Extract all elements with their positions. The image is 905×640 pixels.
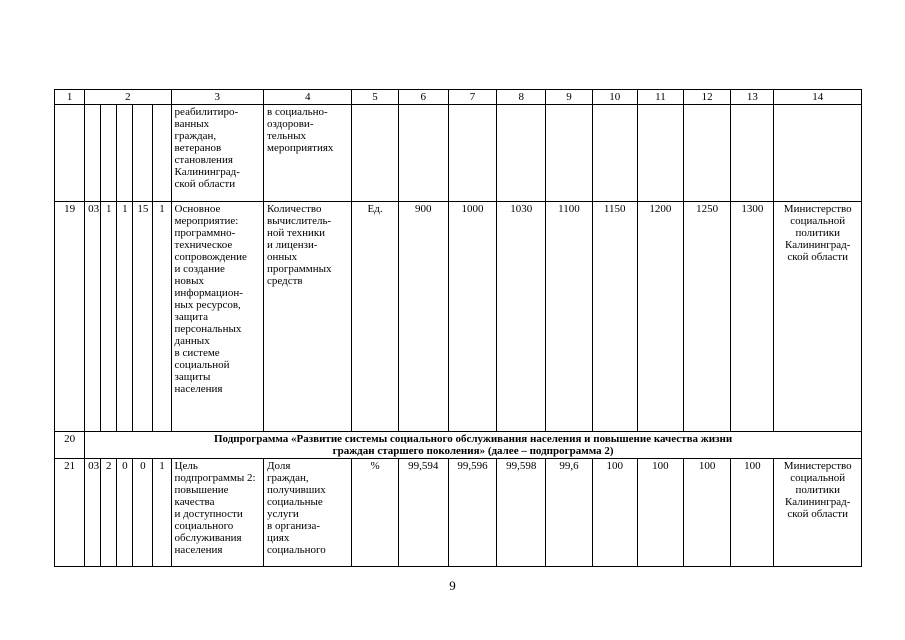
empty-cell — [448, 105, 496, 202]
indicator-name-cell: Количество вычислитель- ной техники и лицензи- онных программных средств — [264, 202, 352, 432]
header-cell: 14 — [774, 90, 862, 105]
value-cell: 100 — [731, 459, 774, 567]
code-cell: 2 — [101, 459, 117, 567]
continuation-indicator-cell: в социально- оздорови- тельных мероприятиях — [264, 105, 352, 202]
empty-cell — [352, 105, 398, 202]
value-cell: 1000 — [448, 202, 496, 432]
value-cell: 1250 — [684, 202, 731, 432]
responsible-cell: Министерство социальной политики Калининград- ской области — [774, 459, 862, 567]
continuation-name-cell: реабилитиро- ванных граждан, ветеранов становления Калининград- ской области — [171, 105, 263, 202]
code-cell: 0 — [117, 459, 133, 567]
header-cell: 12 — [684, 90, 731, 105]
header-cell: 1 — [55, 90, 85, 105]
header-cell: 5 — [352, 90, 398, 105]
row-number: 21 — [55, 459, 85, 567]
header-cell: 9 — [546, 90, 592, 105]
code-cell: 1 — [153, 202, 171, 432]
header-cell: 7 — [448, 90, 496, 105]
value-cell: 900 — [398, 202, 448, 432]
value-cell: 99,594 — [398, 459, 448, 567]
continuation-row — [55, 105, 862, 202]
header-cell: 6 — [398, 90, 448, 105]
empty-cell — [546, 105, 592, 202]
value-cell: 100 — [684, 459, 731, 567]
value-cell: 100 — [637, 459, 683, 567]
empty-cell — [684, 105, 731, 202]
header-cell: 4 — [264, 90, 352, 105]
empty-cell — [117, 105, 133, 202]
table-row-21 — [55, 459, 862, 567]
code-cell: 03 — [85, 202, 101, 432]
code-cell: 1 — [153, 459, 171, 567]
header-row — [55, 90, 862, 105]
value-cell: 1030 — [497, 202, 546, 432]
empty-cell — [637, 105, 683, 202]
empty-cell — [133, 105, 153, 202]
header-cell: 11 — [637, 90, 683, 105]
unit-cell: % — [352, 459, 398, 567]
value-cell: 1300 — [731, 202, 774, 432]
empty-cell — [731, 105, 774, 202]
header-cell: 8 — [497, 90, 546, 105]
goal-name-cell: Цель подпрограммы 2: повышение качества и доступности социального обслуживания населения — [171, 459, 263, 567]
value-cell: 99,596 — [448, 459, 496, 567]
code-cell: 0 — [133, 459, 153, 567]
row-number: 19 — [55, 202, 85, 432]
value-cell: 99,598 — [497, 459, 546, 567]
code-cell: 03 — [85, 459, 101, 567]
subprogram-row — [55, 432, 862, 459]
page-number: 9 — [449, 578, 456, 593]
subprogram-title: Подпрограмма «Развитие системы социального обслуживания населения и повышение качества жизни граждан старшего поколения» (далее – подпрограмма 2) — [85, 432, 862, 459]
row-number: 20 — [55, 432, 85, 459]
empty-cell — [774, 105, 862, 202]
indicators-table — [54, 89, 862, 567]
indicator-name-cell: Доля граждан, получивших социальные услуги в организа- циях социального — [264, 459, 352, 567]
responsible-cell: Министерство социальной политики Калининград- ской области — [774, 202, 862, 432]
header-cell: 13 — [731, 90, 774, 105]
value-cell: 1200 — [637, 202, 683, 432]
empty-cell — [398, 105, 448, 202]
code-cell: 1 — [117, 202, 133, 432]
empty-cell — [101, 105, 117, 202]
table-row-19 — [55, 202, 862, 432]
empty-cell — [592, 105, 637, 202]
header-cell: 3 — [171, 90, 263, 105]
code-cell: 15 — [133, 202, 153, 432]
empty-cell — [497, 105, 546, 202]
value-cell: 1150 — [592, 202, 637, 432]
header-cell: 2 — [85, 90, 171, 105]
empty-cell — [55, 105, 85, 202]
activity-name-cell: Основное мероприятие: программно- техническое сопровождение и создание новых информацион- ных ресурсов, защита персональных данных в системе социальной защиты населения — [171, 202, 263, 432]
value-cell: 99,6 — [546, 459, 592, 567]
empty-cell — [85, 105, 101, 202]
code-cell: 1 — [101, 202, 117, 432]
header-cell: 10 — [592, 90, 637, 105]
value-cell: 100 — [592, 459, 637, 567]
unit-cell: Ед. — [352, 202, 398, 432]
value-cell: 1100 — [546, 202, 592, 432]
empty-cell — [153, 105, 171, 202]
